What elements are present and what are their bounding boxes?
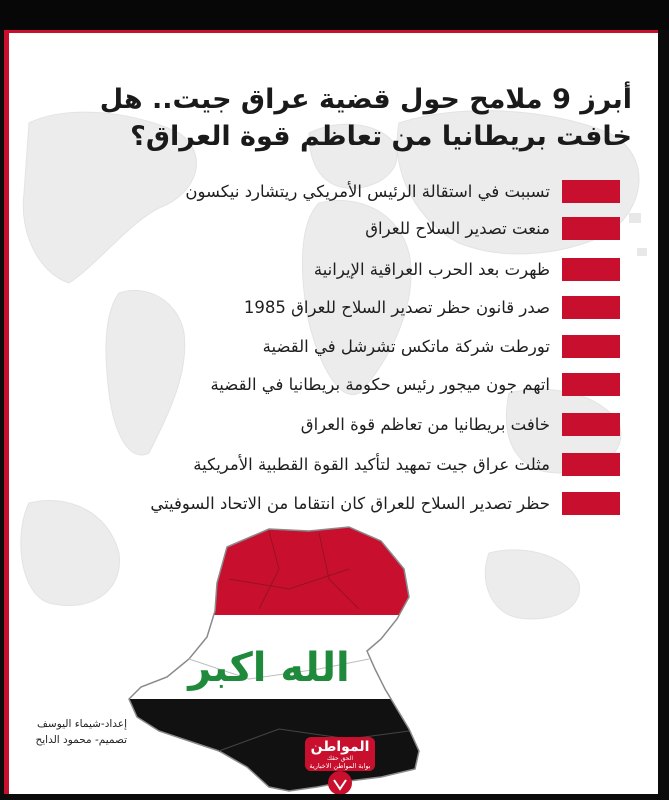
prepared-by: إعداد-شيماء اليوسف: [37, 718, 127, 730]
red-bullet-bar: [562, 180, 620, 203]
list-item: [20, 331, 620, 361]
red-bullet-bar: [562, 373, 620, 396]
fact-text: مثلت عراق جيت تمهيد لتأكيد القوة القطبية الأمريكية: [193, 454, 550, 474]
fact-text: صدر قانون حظر تصدير السلاح للعراق 1985: [243, 297, 550, 317]
list-item: [20, 213, 620, 243]
bottom-dark-edge: [0, 794, 669, 800]
fact-text: حظر تصدير السلاح للعراق كان انتقاما من الاتحاد السوفيتي: [150, 493, 550, 513]
fact-text: تسببت في استقالة الرئيس الأمريكي ريتشارد نيكسون: [185, 181, 550, 201]
logo-tagline: الحق حقك: [326, 755, 354, 762]
red-bullet-bar: [562, 453, 620, 476]
flag-takbir-text: الله اكبر: [188, 645, 350, 691]
fact-text: تورطت شركة ماتكس تشرشل في القضية: [262, 336, 550, 356]
designed-by: تصميم- محمود الدايح: [35, 734, 127, 746]
list-item: [20, 176, 620, 206]
logo-name: المواطن: [310, 739, 370, 755]
fact-text: ظهرت بعد الحرب العراقية الإيرانية: [313, 259, 550, 279]
right-dark-edge: [658, 30, 669, 800]
fact-text: خافت بريطانيا من تعاظم قوة العراق: [300, 414, 550, 434]
logo-subtitle: بوابة المواطن الاخبارية: [309, 762, 371, 770]
credits: [17, 716, 127, 748]
fact-text: اتهم جون ميجور رئيس حكومة بريطانيا في القضية: [210, 374, 550, 394]
red-bullet-bar: [562, 413, 620, 436]
iraq-flag-map: [119, 519, 439, 794]
page-title: أبرز 9 ملامح حول قضية عراق جيت.. هل خافت بريطانيا من تعاظم قوة العراق؟: [99, 84, 632, 152]
list-item: [20, 449, 620, 479]
list-item: [20, 292, 620, 322]
list-item: [20, 409, 620, 439]
red-bullet-bar: [562, 296, 620, 319]
red-bullet-bar: [562, 217, 620, 240]
red-bullet-bar: [562, 335, 620, 358]
almowaten-logo: [301, 733, 379, 794]
infographic-frame: [4, 30, 658, 794]
fact-text: منعت تصدير السلاح للعراق: [365, 218, 550, 238]
list-item: [20, 369, 620, 399]
red-bullet-bar: [562, 258, 620, 281]
red-bullet-bar: [562, 492, 620, 515]
list-item: [20, 488, 620, 518]
top-band: [0, 0, 669, 30]
list-item: [20, 254, 620, 284]
